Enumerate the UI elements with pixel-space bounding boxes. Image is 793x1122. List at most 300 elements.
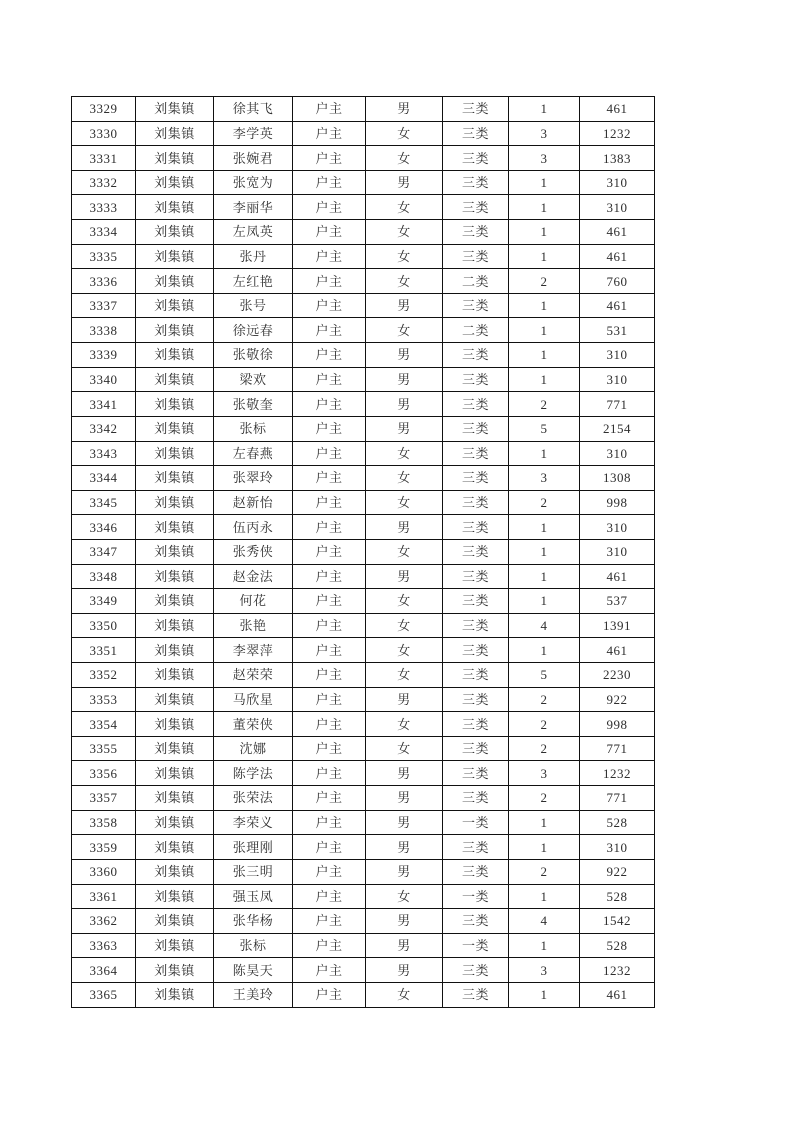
table-cell: 2 bbox=[509, 859, 580, 884]
table-cell: 三类 bbox=[443, 392, 509, 417]
table-cell: 刘集镇 bbox=[136, 958, 214, 983]
table-cell: 3 bbox=[509, 466, 580, 491]
table-cell: 户主 bbox=[293, 293, 366, 318]
table-cell: 刘集镇 bbox=[136, 712, 214, 737]
table-row bbox=[72, 539, 655, 564]
table-cell: 3357 bbox=[72, 786, 136, 811]
table-cell: 三类 bbox=[443, 982, 509, 1007]
table-cell: 一类 bbox=[443, 810, 509, 835]
table-cell: 刘集镇 bbox=[136, 318, 214, 343]
table-cell: 户主 bbox=[293, 736, 366, 761]
table-cell: 刘集镇 bbox=[136, 564, 214, 589]
table-cell: 刘集镇 bbox=[136, 761, 214, 786]
table-cell: 3359 bbox=[72, 835, 136, 860]
table-cell: 刘集镇 bbox=[136, 736, 214, 761]
table-cell: 男 bbox=[366, 958, 443, 983]
table-cell: 1 bbox=[509, 515, 580, 540]
table-row bbox=[72, 515, 655, 540]
table-cell: 刘集镇 bbox=[136, 416, 214, 441]
table-cell: 三类 bbox=[443, 909, 509, 934]
table-cell: 三类 bbox=[443, 663, 509, 688]
table-cell: 三类 bbox=[443, 786, 509, 811]
table-cell: 户主 bbox=[293, 539, 366, 564]
table-cell: 461 bbox=[580, 638, 655, 663]
table-cell: 三类 bbox=[443, 490, 509, 515]
table-cell: 张号 bbox=[214, 293, 293, 318]
table-cell: 3354 bbox=[72, 712, 136, 737]
table-cell: 922 bbox=[580, 687, 655, 712]
table-cell: 310 bbox=[580, 835, 655, 860]
table-cell: 461 bbox=[580, 293, 655, 318]
table-cell: 女 bbox=[366, 638, 443, 663]
table-cell: 刘集镇 bbox=[136, 835, 214, 860]
table-cell: 1 bbox=[509, 293, 580, 318]
table-cell: 二类 bbox=[443, 318, 509, 343]
table-cell: 何花 bbox=[214, 589, 293, 614]
table-cell: 3342 bbox=[72, 416, 136, 441]
table-cell: 张标 bbox=[214, 416, 293, 441]
table-cell: 男 bbox=[366, 909, 443, 934]
table-row bbox=[72, 933, 655, 958]
table-cell: 男 bbox=[366, 170, 443, 195]
table-cell: 3362 bbox=[72, 909, 136, 934]
table-cell: 户主 bbox=[293, 933, 366, 958]
table-row bbox=[72, 318, 655, 343]
table-cell: 刘集镇 bbox=[136, 343, 214, 368]
table-cell: 1 bbox=[509, 170, 580, 195]
table-row bbox=[72, 982, 655, 1007]
table-row bbox=[72, 416, 655, 441]
table-row bbox=[72, 466, 655, 491]
table-cell: 三类 bbox=[443, 121, 509, 146]
table-cell: 998 bbox=[580, 712, 655, 737]
table-cell: 三类 bbox=[443, 564, 509, 589]
table-row bbox=[72, 441, 655, 466]
table-row bbox=[72, 121, 655, 146]
table-row bbox=[72, 244, 655, 269]
table-cell: 女 bbox=[366, 146, 443, 171]
table-cell: 刘集镇 bbox=[136, 121, 214, 146]
table-cell: 3339 bbox=[72, 343, 136, 368]
table-cell: 李荣义 bbox=[214, 810, 293, 835]
table-cell: 三类 bbox=[443, 687, 509, 712]
table-cell: 男 bbox=[366, 933, 443, 958]
table-cell: 310 bbox=[580, 539, 655, 564]
table-cell: 三类 bbox=[443, 736, 509, 761]
table-cell: 户主 bbox=[293, 121, 366, 146]
table-cell: 户主 bbox=[293, 909, 366, 934]
table-cell: 1 bbox=[509, 589, 580, 614]
table-row bbox=[72, 293, 655, 318]
table-cell: 户主 bbox=[293, 490, 366, 515]
table-cell: 528 bbox=[580, 933, 655, 958]
table-cell: 赵新怡 bbox=[214, 490, 293, 515]
table-cell: 5 bbox=[509, 663, 580, 688]
table-cell: 1308 bbox=[580, 466, 655, 491]
household-subsidy-table bbox=[71, 96, 655, 1008]
table-cell: 2154 bbox=[580, 416, 655, 441]
table-cell: 刘集镇 bbox=[136, 146, 214, 171]
table-cell: 1232 bbox=[580, 761, 655, 786]
table-cell: 3 bbox=[509, 761, 580, 786]
table-cell: 1 bbox=[509, 835, 580, 860]
table-row bbox=[72, 736, 655, 761]
table-cell: 1383 bbox=[580, 146, 655, 171]
table-cell: 三类 bbox=[443, 220, 509, 245]
table-cell: 户主 bbox=[293, 269, 366, 294]
table-cell: 张标 bbox=[214, 933, 293, 958]
table-cell: 4 bbox=[509, 613, 580, 638]
table-cell: 1 bbox=[509, 195, 580, 220]
table-cell: 310 bbox=[580, 195, 655, 220]
table-cell: 三类 bbox=[443, 589, 509, 614]
table-cell: 1 bbox=[509, 244, 580, 269]
table-cell: 男 bbox=[366, 392, 443, 417]
table-cell: 2 bbox=[509, 736, 580, 761]
table-cell: 张宽为 bbox=[214, 170, 293, 195]
table-cell: 461 bbox=[580, 982, 655, 1007]
table-cell: 女 bbox=[366, 663, 443, 688]
table-cell: 3350 bbox=[72, 613, 136, 638]
table-cell: 刘集镇 bbox=[136, 613, 214, 638]
table-cell: 三类 bbox=[443, 343, 509, 368]
table-cell: 1232 bbox=[580, 121, 655, 146]
table-cell: 刘集镇 bbox=[136, 589, 214, 614]
table-cell: 刘集镇 bbox=[136, 490, 214, 515]
table-cell: 户主 bbox=[293, 859, 366, 884]
table-cell: 三类 bbox=[443, 638, 509, 663]
table-cell: 女 bbox=[366, 884, 443, 909]
table-cell: 户主 bbox=[293, 761, 366, 786]
table-row bbox=[72, 835, 655, 860]
table-cell: 户主 bbox=[293, 441, 366, 466]
table-cell: 3329 bbox=[72, 97, 136, 122]
table-cell: 户主 bbox=[293, 958, 366, 983]
table-cell: 三类 bbox=[443, 146, 509, 171]
table-cell: 3 bbox=[509, 121, 580, 146]
table-cell: 刘集镇 bbox=[136, 170, 214, 195]
table-cell: 刘集镇 bbox=[136, 466, 214, 491]
table-cell: 2230 bbox=[580, 663, 655, 688]
table-cell: 三类 bbox=[443, 441, 509, 466]
table-row bbox=[72, 220, 655, 245]
table-cell: 男 bbox=[366, 515, 443, 540]
table-cell: 李学英 bbox=[214, 121, 293, 146]
table-cell: 三类 bbox=[443, 539, 509, 564]
table-cell: 男 bbox=[366, 97, 443, 122]
table-cell: 左红艳 bbox=[214, 269, 293, 294]
table-cell: 三类 bbox=[443, 466, 509, 491]
table-cell: 3361 bbox=[72, 884, 136, 909]
table-row bbox=[72, 761, 655, 786]
table-cell: 户主 bbox=[293, 786, 366, 811]
table-cell: 男 bbox=[366, 343, 443, 368]
table-cell: 3332 bbox=[72, 170, 136, 195]
table-cell: 1 bbox=[509, 884, 580, 909]
table-cell: 3336 bbox=[72, 269, 136, 294]
table-cell: 771 bbox=[580, 786, 655, 811]
table-cell: 461 bbox=[580, 244, 655, 269]
table-cell: 537 bbox=[580, 589, 655, 614]
table-cell: 户主 bbox=[293, 884, 366, 909]
table-cell: 户主 bbox=[293, 244, 366, 269]
table-cell: 男 bbox=[366, 786, 443, 811]
table-cell: 强玉凤 bbox=[214, 884, 293, 909]
table-row bbox=[72, 638, 655, 663]
table-cell: 3351 bbox=[72, 638, 136, 663]
table-cell: 310 bbox=[580, 343, 655, 368]
table-cell: 1 bbox=[509, 97, 580, 122]
table-cell: 771 bbox=[580, 736, 655, 761]
table-cell: 户主 bbox=[293, 195, 366, 220]
table-cell: 户主 bbox=[293, 982, 366, 1007]
table-cell: 李丽华 bbox=[214, 195, 293, 220]
table-cell: 531 bbox=[580, 318, 655, 343]
table-cell: 1542 bbox=[580, 909, 655, 934]
table-cell: 张翠玲 bbox=[214, 466, 293, 491]
table-cell: 3337 bbox=[72, 293, 136, 318]
table-cell: 刘集镇 bbox=[136, 97, 214, 122]
table-row bbox=[72, 613, 655, 638]
table-cell: 户主 bbox=[293, 318, 366, 343]
table-cell: 刘集镇 bbox=[136, 195, 214, 220]
table-cell: 4 bbox=[509, 909, 580, 934]
table-cell: 3355 bbox=[72, 736, 136, 761]
table-cell: 户主 bbox=[293, 220, 366, 245]
table-cell: 760 bbox=[580, 269, 655, 294]
table-cell: 刘集镇 bbox=[136, 663, 214, 688]
table-cell: 左春燕 bbox=[214, 441, 293, 466]
table-cell: 女 bbox=[366, 589, 443, 614]
table-cell: 三类 bbox=[443, 416, 509, 441]
table-row bbox=[72, 884, 655, 909]
table-row bbox=[72, 810, 655, 835]
table-cell: 三类 bbox=[443, 613, 509, 638]
table-cell: 461 bbox=[580, 220, 655, 245]
table-cell: 一类 bbox=[443, 884, 509, 909]
table-cell: 张敬徐 bbox=[214, 343, 293, 368]
table-cell: 刘集镇 bbox=[136, 392, 214, 417]
table-row bbox=[72, 170, 655, 195]
table-cell: 张荣法 bbox=[214, 786, 293, 811]
table-cell: 刘集镇 bbox=[136, 687, 214, 712]
table-cell: 一类 bbox=[443, 933, 509, 958]
table-cell: 刘集镇 bbox=[136, 441, 214, 466]
table-cell: 刘集镇 bbox=[136, 638, 214, 663]
table-cell: 1 bbox=[509, 539, 580, 564]
table-cell: 左凤英 bbox=[214, 220, 293, 245]
table-row bbox=[72, 367, 655, 392]
table-cell: 女 bbox=[366, 441, 443, 466]
table-cell: 3360 bbox=[72, 859, 136, 884]
table-cell: 刘集镇 bbox=[136, 515, 214, 540]
table-cell: 户主 bbox=[293, 392, 366, 417]
table-cell: 女 bbox=[366, 539, 443, 564]
table-cell: 张敬奎 bbox=[214, 392, 293, 417]
table-cell: 2 bbox=[509, 490, 580, 515]
table-cell: 2 bbox=[509, 392, 580, 417]
table-row bbox=[72, 564, 655, 589]
table-cell: 刘集镇 bbox=[136, 859, 214, 884]
table-cell: 3334 bbox=[72, 220, 136, 245]
table-cell: 户主 bbox=[293, 638, 366, 663]
table-cell: 女 bbox=[366, 466, 443, 491]
table-cell: 女 bbox=[366, 318, 443, 343]
table-row bbox=[72, 269, 655, 294]
table-cell: 2 bbox=[509, 269, 580, 294]
table-cell: 三类 bbox=[443, 293, 509, 318]
table-cell: 三类 bbox=[443, 835, 509, 860]
table-cell: 3363 bbox=[72, 933, 136, 958]
table-cell: 3364 bbox=[72, 958, 136, 983]
table-cell: 户主 bbox=[293, 146, 366, 171]
table-cell: 女 bbox=[366, 195, 443, 220]
table-cell: 3340 bbox=[72, 367, 136, 392]
table-cell: 伍丙永 bbox=[214, 515, 293, 540]
table-cell: 刘集镇 bbox=[136, 269, 214, 294]
table-cell: 三类 bbox=[443, 958, 509, 983]
table-cell: 张艳 bbox=[214, 613, 293, 638]
table-row bbox=[72, 687, 655, 712]
table-cell: 女 bbox=[366, 220, 443, 245]
table-cell: 张婉君 bbox=[214, 146, 293, 171]
table-cell: 3365 bbox=[72, 982, 136, 1007]
table-row bbox=[72, 909, 655, 934]
table-cell: 男 bbox=[366, 835, 443, 860]
table-cell: 户主 bbox=[293, 170, 366, 195]
table-cell: 徐远春 bbox=[214, 318, 293, 343]
table-cell: 3345 bbox=[72, 490, 136, 515]
table-cell: 女 bbox=[366, 613, 443, 638]
table-cell: 户主 bbox=[293, 515, 366, 540]
table-cell: 户主 bbox=[293, 97, 366, 122]
table-cell: 461 bbox=[580, 97, 655, 122]
table-cell: 3333 bbox=[72, 195, 136, 220]
table-cell: 户主 bbox=[293, 712, 366, 737]
table-cell: 李翠萍 bbox=[214, 638, 293, 663]
table-cell: 刘集镇 bbox=[136, 810, 214, 835]
table-cell: 三类 bbox=[443, 244, 509, 269]
table-cell: 1232 bbox=[580, 958, 655, 983]
table-cell: 赵金法 bbox=[214, 564, 293, 589]
table-cell: 2 bbox=[509, 786, 580, 811]
table-cell: 男 bbox=[366, 810, 443, 835]
table-cell: 户主 bbox=[293, 343, 366, 368]
table-cell: 3347 bbox=[72, 539, 136, 564]
table-cell: 1 bbox=[509, 343, 580, 368]
table-cell: 3352 bbox=[72, 663, 136, 688]
table-cell: 3344 bbox=[72, 466, 136, 491]
table-row bbox=[72, 958, 655, 983]
table-cell: 3338 bbox=[72, 318, 136, 343]
table-cell: 3335 bbox=[72, 244, 136, 269]
table-row bbox=[72, 195, 655, 220]
table-cell: 张秀侠 bbox=[214, 539, 293, 564]
table-cell: 女 bbox=[366, 982, 443, 1007]
table-cell: 刘集镇 bbox=[136, 786, 214, 811]
table-cell: 女 bbox=[366, 736, 443, 761]
table-cell: 男 bbox=[366, 859, 443, 884]
table-row bbox=[72, 859, 655, 884]
table-cell: 徐其飞 bbox=[214, 97, 293, 122]
table-cell: 刘集镇 bbox=[136, 539, 214, 564]
table-cell: 女 bbox=[366, 121, 443, 146]
table-cell: 马欣星 bbox=[214, 687, 293, 712]
table-cell: 1391 bbox=[580, 613, 655, 638]
table-cell: 张华杨 bbox=[214, 909, 293, 934]
table-cell: 3346 bbox=[72, 515, 136, 540]
table-cell: 张理刚 bbox=[214, 835, 293, 860]
table-row bbox=[72, 589, 655, 614]
table-cell: 男 bbox=[366, 367, 443, 392]
table-cell: 户主 bbox=[293, 466, 366, 491]
table-cell: 3 bbox=[509, 958, 580, 983]
table-cell: 男 bbox=[366, 293, 443, 318]
table-cell: 刘集镇 bbox=[136, 244, 214, 269]
table-cell: 刘集镇 bbox=[136, 909, 214, 934]
table-cell: 户主 bbox=[293, 663, 366, 688]
table-cell: 陈昊天 bbox=[214, 958, 293, 983]
table-row bbox=[72, 97, 655, 122]
table-cell: 三类 bbox=[443, 859, 509, 884]
table-cell: 女 bbox=[366, 490, 443, 515]
table-cell: 2 bbox=[509, 687, 580, 712]
table-cell: 三类 bbox=[443, 515, 509, 540]
table-cell: 刘集镇 bbox=[136, 293, 214, 318]
table-cell: 男 bbox=[366, 564, 443, 589]
table-cell: 刘集镇 bbox=[136, 220, 214, 245]
table-cell: 梁欢 bbox=[214, 367, 293, 392]
table-cell: 男 bbox=[366, 416, 443, 441]
table-cell: 3341 bbox=[72, 392, 136, 417]
table-cell: 赵荣荣 bbox=[214, 663, 293, 688]
table-cell: 998 bbox=[580, 490, 655, 515]
table-cell: 户主 bbox=[293, 367, 366, 392]
table-cell: 三类 bbox=[443, 761, 509, 786]
table-row bbox=[72, 146, 655, 171]
table-cell: 771 bbox=[580, 392, 655, 417]
table-cell: 陈学法 bbox=[214, 761, 293, 786]
table-cell: 1 bbox=[509, 220, 580, 245]
table-cell: 1 bbox=[509, 318, 580, 343]
table-row bbox=[72, 343, 655, 368]
table-cell: 5 bbox=[509, 416, 580, 441]
table-cell: 1 bbox=[509, 367, 580, 392]
table-cell: 三类 bbox=[443, 195, 509, 220]
table-cell: 三类 bbox=[443, 170, 509, 195]
table-cell: 户主 bbox=[293, 416, 366, 441]
table-cell: 3348 bbox=[72, 564, 136, 589]
table-cell: 王美玲 bbox=[214, 982, 293, 1007]
table-cell: 二类 bbox=[443, 269, 509, 294]
table-row bbox=[72, 712, 655, 737]
table-cell: 3331 bbox=[72, 146, 136, 171]
table-cell: 3358 bbox=[72, 810, 136, 835]
table-cell: 三类 bbox=[443, 367, 509, 392]
table-cell: 户主 bbox=[293, 810, 366, 835]
table-cell: 1 bbox=[509, 810, 580, 835]
table-cell: 1 bbox=[509, 564, 580, 589]
table-cell: 3343 bbox=[72, 441, 136, 466]
table-cell: 三类 bbox=[443, 97, 509, 122]
table-cell: 刘集镇 bbox=[136, 933, 214, 958]
table-body bbox=[72, 97, 655, 1008]
table-cell: 1 bbox=[509, 441, 580, 466]
table-cell: 310 bbox=[580, 441, 655, 466]
table-cell: 女 bbox=[366, 269, 443, 294]
table-cell: 922 bbox=[580, 859, 655, 884]
table-cell: 310 bbox=[580, 170, 655, 195]
